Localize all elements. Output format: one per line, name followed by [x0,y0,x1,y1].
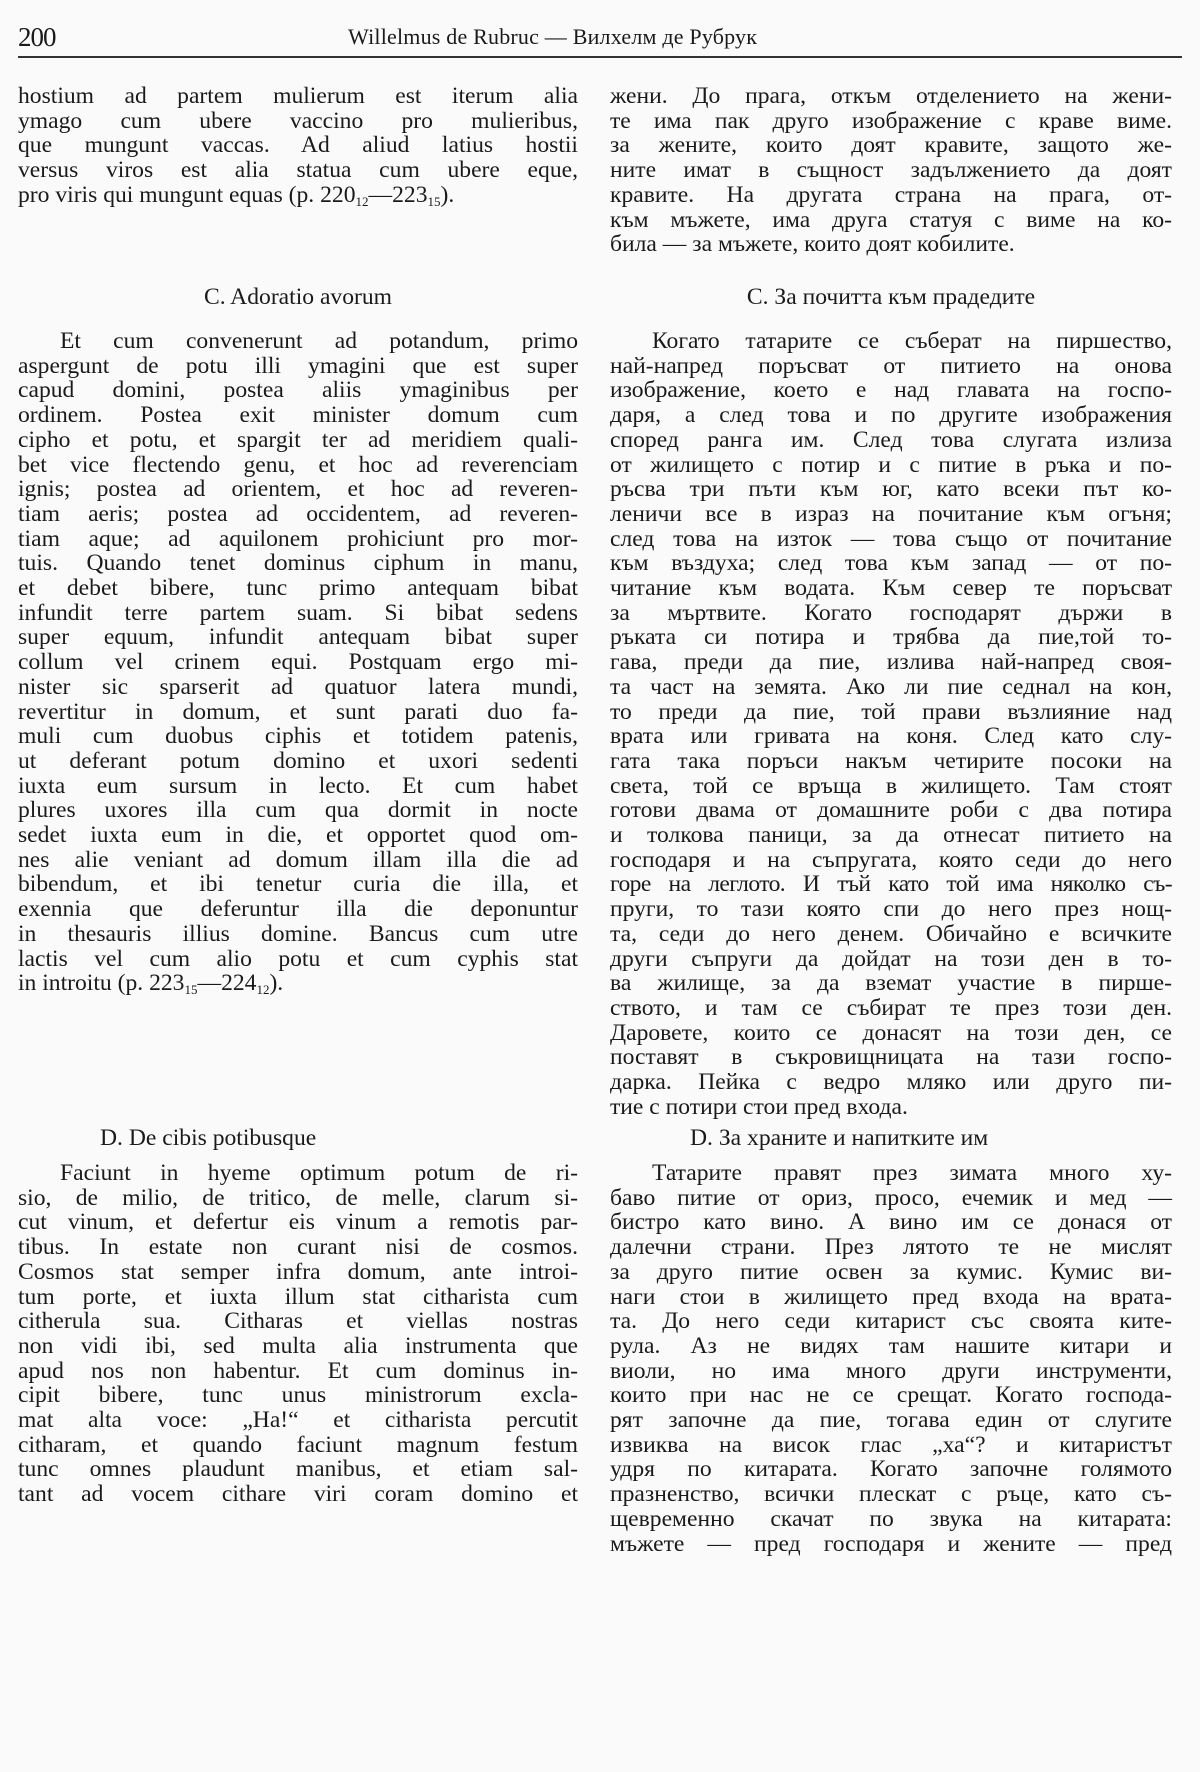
text-line: Татарите правят през зимата много ху- [652,1160,1172,1186]
text-line: iuxta eum sursum in lecto. Et cum habet [18,772,578,799]
text-line: то преди да пие, той прави възлияние над [610,698,1172,725]
text-line: tiam aeris; postea ad occidentem, ad reveren- [18,500,578,527]
text-line: super equum, infundit antequam bibat super [18,624,578,651]
text-line: nister sic sparserit ad quatuor latera mundi, [18,673,578,700]
text-line: citharam, et quando faciunt magnum festum [18,1431,578,1458]
text-line: cipit bibere, tunc unus ministrorum excla- [18,1382,578,1409]
text-line: щевременно скачат по звука на китарата: [610,1505,1172,1532]
text-line: към въздуха; след това към запад — от по- [610,550,1172,577]
text-line: aspergunt de potu illi ymagini que est super [18,352,578,379]
text-line: та част на земята. Ако ли пие седнал на кон, [610,673,1172,700]
text-line: bibendum, et ibi tenetur curia die illa, et [18,871,578,898]
text-line: тие с потири стои пред входа. [610,1093,908,1120]
text-line: които при нас не се срещат. Когато господа- [610,1382,1172,1409]
text-line: други съпруги да дойдат на този ден в то- [610,945,1172,972]
text-line: света, той се връща в жилището. Там стоят [610,772,1172,799]
text-line: ignis; postea ad orientem, et hoc ad reveren- [18,476,578,503]
text-line: capud domini, postea aliis ymaginibus per [18,377,578,404]
text-line: била — за мъжете, които доят кобилите. [610,231,1015,258]
text-line: рят започне да пие, тогава един от слугите [610,1407,1172,1433]
citation-text: in introitu (p. 223 [18,970,185,997]
section-heading-c-bulgarian: C. За почитта към прадедите [746,284,1036,310]
text-line: поставят в съкровищницата на тази госпо- [610,1044,1172,1071]
text-line: ръката си потира и трябва да пие,той то- [610,624,1172,651]
text-line: collum vel crinem equi. Postquam ergo mi- [18,649,578,676]
text-line: ството, и там се събират те през този ден. [610,994,1172,1021]
text-line: според ранга им. След това слугата излиза [610,426,1172,453]
header-rule [18,56,1182,58]
text-line: наги стои в жилището пред входа на врата- [610,1283,1172,1310]
citation-text: —224 [197,970,257,997]
text-line: ymago cum ubere vaccino pro mulieribus, [18,107,578,134]
text-line: от жилището с потир и с питие в ръка и по- [610,451,1172,478]
text-line: пруги, то тази която спи до него през нощ- [610,896,1172,923]
text-line: виоли, но има много други инструменти, [610,1357,1172,1384]
running-title: Willelmus de Rubruc — Вилхелм де Рубрук [348,24,758,49]
citation-text: —223 [368,181,428,208]
text-line: гата така поръси накъм четирите посоки на [610,747,1172,774]
text-line: et debet bibere, tunc primo antequam bibat [18,575,578,601]
text-line: versus viros est alia statua cum ubere eque, [18,157,578,184]
citation-text: pro viris qui mungunt equas (p. 220 [18,181,356,208]
citation-line-sub: 15 [184,982,198,998]
citation-line-sub: 12 [355,193,369,209]
text-line: господаря и на съпругата, която седи до него [610,846,1172,873]
section-heading-d-latin: D. De cibis potibusque [100,1125,317,1151]
text-line: tunc omnes plaudunt manibus, et etiam sal- [18,1456,578,1483]
text-line: гава, преди да пие, излива най-напред своя- [610,649,1172,676]
text-line-citation [18,183,578,207]
text-line: Et cum convenerunt ad potandum, primo [60,328,578,354]
text-line: ordinem. Postea exit minister domum cum [18,402,578,429]
text-line: apud nos non habentur. Et cum dominus in- [18,1357,578,1384]
text-line: tibus. In estate non curant nisi de cosmos. [18,1234,578,1261]
text-line: Faciunt in hyeme optimum potum de ri- [60,1160,578,1186]
text-line-citation [18,970,578,998]
text-line: tiam aque; ad aquilonem prohiciunt pro mor- [18,525,578,552]
text-line: извиква на висок глас „ха“? и китаристът [610,1431,1172,1458]
text-line: citherula sua. Citharas et viellas nostras [18,1308,578,1335]
text-line: ните имат в същност задължението да доят [610,157,1172,184]
text-line: готови двама от домашните роби с два потира [610,797,1172,824]
text-line: Cosmos stat semper infra domum, ante introi- [18,1258,578,1285]
text-line: sio, de milio, de tritico, de melle, clarum si- [18,1184,578,1211]
page-number: 200 [18,22,56,52]
text-line: и толкова паници, за да отнесат питието на [610,822,1172,848]
page-header [18,18,1182,58]
citation-text: ). [269,970,284,997]
text-line: cut vinum, et defertur eis vinum a remotis par- [18,1209,578,1236]
text-line: читание към водата. Към север те поръсват [610,575,1172,601]
text-line: Когато татарите се съберат на пиршество, [652,328,1172,354]
text-line: lactis vel cum alio potu et cum cyphis stat [18,945,578,972]
text-line: най-напред поръсват от питието на онова [610,352,1172,379]
text-line: към мъжете, има друга статуя с виме на ко- [610,206,1172,233]
text-line: жени. До прага, откъм отделението на жени- [610,83,1172,109]
text-line: врата или гривата на коня. След като слу- [610,723,1172,750]
text-line: даря, а след това и по другите изображения [610,402,1172,429]
text-line: cipho et potu, et spargit ter ad meridiem quali- [18,426,578,453]
text-line: ръсва три пъти към юг, като всеки път ко- [610,476,1172,503]
text-line: те има пак друго изображение с краве виме. [610,107,1172,134]
text-line: tum porte, et iuxta illum stat citharista cum [18,1283,578,1310]
text-line: кравите. На другата страна на прага, от- [610,181,1172,208]
text-line: рула. Аз не видях там нашите китари и [610,1332,1172,1359]
text-line: non vidi ibi, sed multa alia instrumenta que [18,1332,578,1359]
text-line: mat alta voce: „Ha!“ et citharista percutit [18,1407,578,1433]
text-line: sedet iuxta eum in die, et opportet quod om- [18,822,578,848]
text-line: за друго питие освен за кумис. Кумис ви- [610,1258,1172,1285]
text-line: бистро като вино. А вино им се донася от [610,1209,1172,1236]
text-line: ва жилище, за да вземат участие в пирше- [610,970,1172,997]
text-line: мъжете — пред господаря и жените — пред [610,1530,1172,1557]
section-heading-c-latin: C. Adoratio avorum [203,284,393,310]
text-line: изображение, което е над главата на госпо- [610,377,1172,404]
citation-line-sub: 12 [256,982,270,998]
text-line: exennia que deferuntur illa die deponuntur [18,896,578,923]
text-line: удря по китарата. Когато започне голямото [610,1456,1172,1483]
text-line: hostium ad partem mulierum est iterum alia [18,83,578,109]
text-line: та, седи до него денем. Обичайно е всичките [610,920,1172,947]
text-line: infundit terre partem suam. Si bibat sedens [18,599,578,626]
text-line: bet vice flectendo genu, et hoc ad reverenciam [18,451,578,478]
text-line: tuis. Quando tenet dominus ciphum in manu, [18,550,578,577]
text-line: та. До него седи китарист със своята ките- [610,1308,1172,1335]
text-line: ut deferant potum domino et uxori sedenti [18,747,578,774]
text-line: que mungunt vaccas. Ad aliud latius hostii [18,132,578,159]
text-line: баво питие от ориз, просо, ечемик и мед — [610,1184,1172,1211]
text-line: дарка. Пейка с ведро мляко или друго пи- [610,1069,1172,1095]
text-line: леничи все в израз на почитание към огъня; [610,500,1172,527]
citation-text: ). [440,181,455,208]
text-line: за жените, които доят кравите, защото же- [610,132,1172,159]
text-line: nes alie veniant ad domum illam illa die ad [18,846,578,873]
text-line: далечни страни. През лятото те не мислят [610,1234,1172,1261]
text-line: Даровете, които се донасят на този ден, се [610,1019,1172,1046]
text-line: revertitur in domum, et sunt parati duo fa- [18,698,578,725]
text-line: горе на леглото. И тъй като той има няколко съ- [610,871,1172,898]
text-line: празненство, всички плескат с ръце, като съ- [610,1481,1172,1508]
text-line: muli cum duobus ciphis et totidem patenis, [18,723,578,750]
section-heading-d-bulgarian: D. За храните и напитките им [690,1125,989,1151]
text-line: plures uxores illa cum qua dormit in nocte [18,797,578,824]
text-line: за мъртвите. Когато господарят държи в [610,599,1172,626]
text-line: in thesauris illius domine. Bancus cum utre [18,920,578,947]
text-line: tant ad vocem cithare viri coram domino et [18,1481,578,1508]
citation-line-sub: 15 [427,193,441,209]
text-line: след това на изток — това също от почитание [610,525,1172,552]
